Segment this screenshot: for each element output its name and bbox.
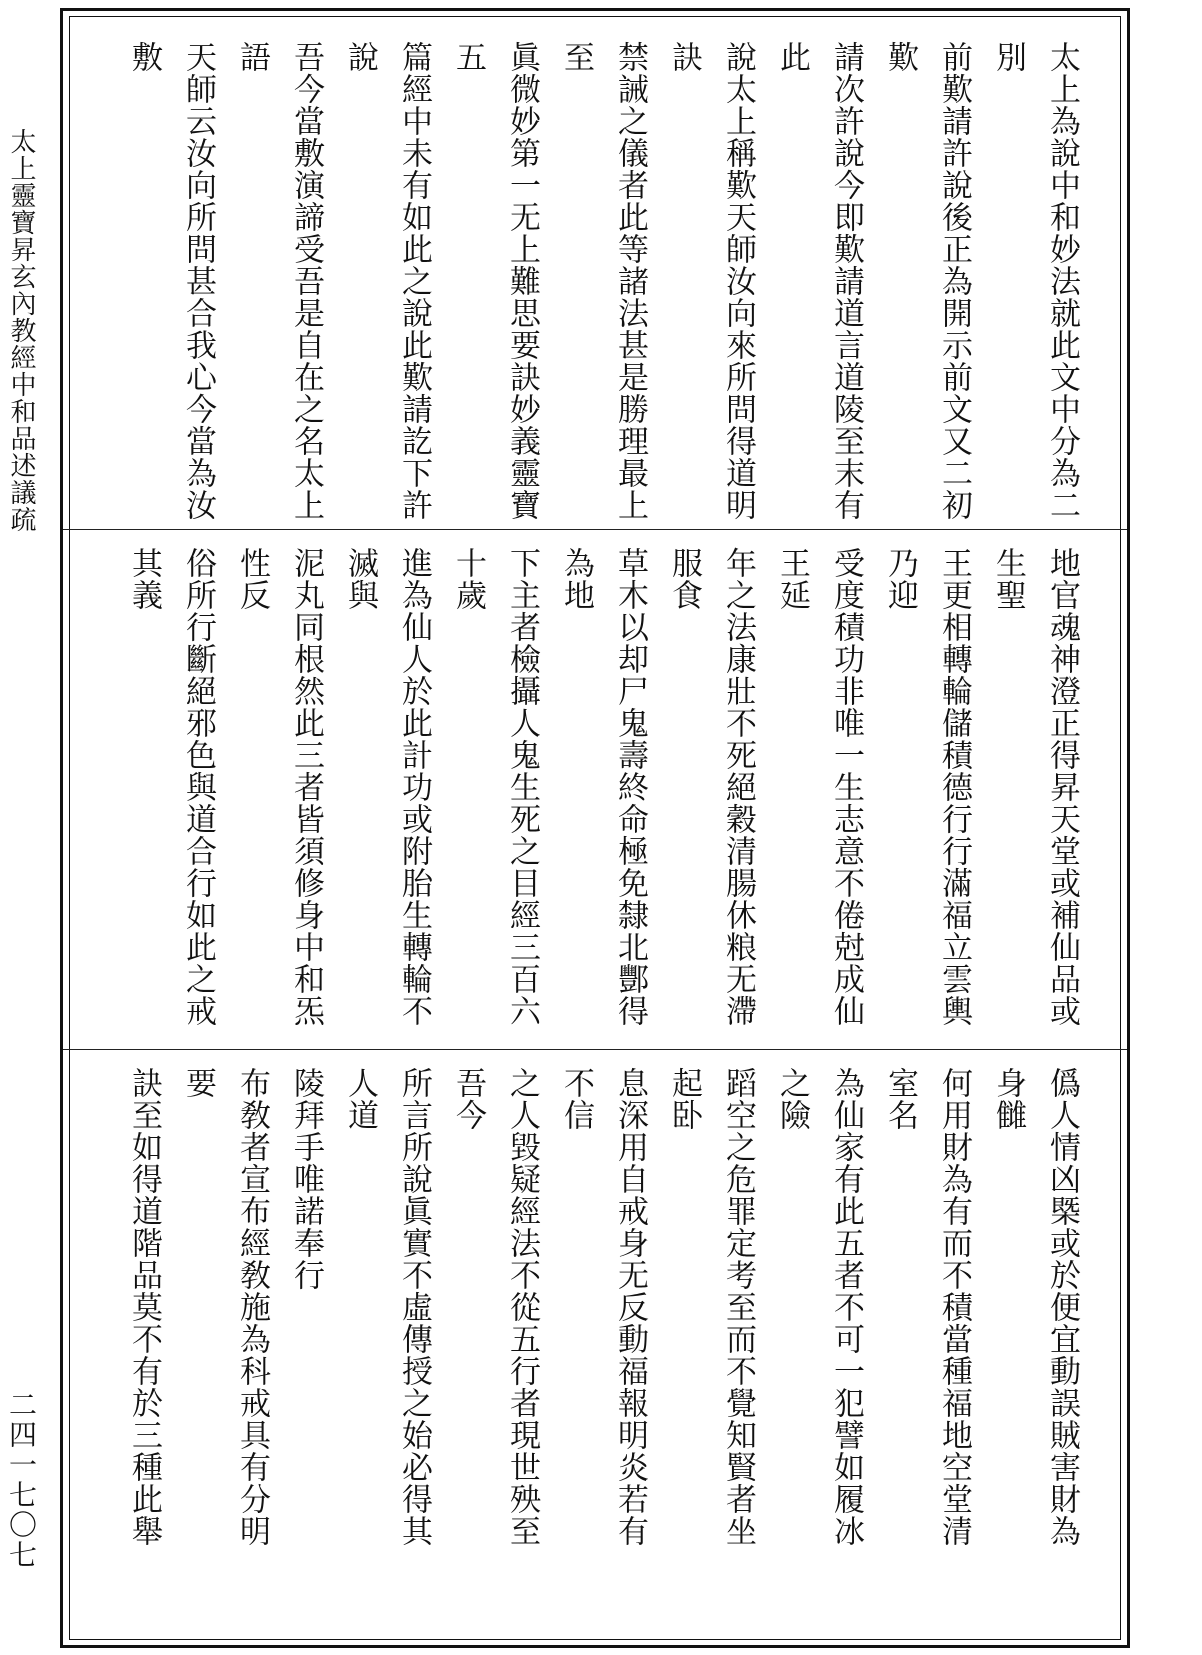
- text-column: 進為仙人於此計功或附胎生轉輪不滅與: [342, 547, 432, 1027]
- page-frame: [60, 8, 1130, 1648]
- text-panel-lower: [123, 1067, 1089, 1547]
- text-column: 之人毀疑經法不從五行者現世殃至吾今: [450, 1067, 540, 1547]
- text-panel-middle: [123, 547, 1089, 1027]
- text-column: 布敎者宣布經敎施為科戒具有分明要: [180, 1067, 270, 1547]
- text-column: 陵拜手唯諾奉行: [288, 1067, 324, 1291]
- text-column: 吾今當敷演諦受吾是自在之名太上語: [234, 41, 324, 521]
- text-column: 天師云汝向所問甚合我心今當為汝敷: [126, 41, 216, 521]
- text-column: 眞微妙第一无上難思要訣妙義靈寶五: [450, 41, 540, 521]
- text-column: 說太上稱歎天師汝向來所問得道明訣: [666, 41, 756, 521]
- text-column: 息深用自戒身无反動福報明炎若有不信: [558, 1067, 648, 1547]
- text-column: 地官魂神澄正得昇天堂或補仙品或生聖: [990, 547, 1080, 1027]
- text-column: 請次許說今即歎請道言道陵至末有此: [774, 41, 864, 521]
- text-column: 草木以却尸鬼壽終命極免隸北酆得為地: [558, 547, 648, 1027]
- text-column: 篇經中未有如此之說此歎請訖下許說: [342, 41, 432, 521]
- text-column: 俗所行斷絕邪色與道合行如此之戒其義: [126, 547, 216, 1027]
- text-column: 蹈空之危罪定考至而不覺知賢者坐起卧: [666, 1067, 756, 1547]
- running-title: 太上靈寶昇玄內教經中和品述議疏: [6, 128, 36, 533]
- text-column: 前歎請許說後正為開示前文又二初歎: [882, 41, 972, 521]
- text-column: 為仙家有此五者不可一犯譬如履冰之險: [774, 1067, 864, 1547]
- text-column: 受度積功非唯一生志意不倦尅成仙王延: [774, 547, 864, 1027]
- page-number: 二四一七〇七: [5, 1390, 38, 1570]
- text-column: 何用財為有而不積當種福地空堂清室名: [882, 1067, 972, 1547]
- text-column: 禁誡之儀者此等諸法甚是勝理最上至: [558, 41, 648, 521]
- panel-divider: [63, 1049, 1127, 1050]
- text-column: 訣至如得道階品莫不有於三種此舉: [126, 1067, 162, 1547]
- text-panel-upper: [123, 41, 1089, 521]
- text-column: 僞人情凶槩或於便宜動誤賊害財為身雠: [990, 1067, 1080, 1547]
- text-column: 年之法康壯不死絕穀清腸休粮无滯服食: [666, 547, 756, 1027]
- text-column: 所言所說眞實不虛傳授之始必得其人道: [342, 1067, 432, 1547]
- panel-divider: [63, 529, 1127, 530]
- text-column: 王更相轉輪儲積德行行滿福立雲輿乃迎: [882, 547, 972, 1027]
- text-column: 太上為說中和妙法就此文中分為二別: [990, 41, 1080, 521]
- text-column: 泥丸同根然此三者皆須修身中和炁性反: [234, 547, 324, 1027]
- text-column: 下主者檢攝人鬼生死之目經三百六十歲: [450, 547, 540, 1027]
